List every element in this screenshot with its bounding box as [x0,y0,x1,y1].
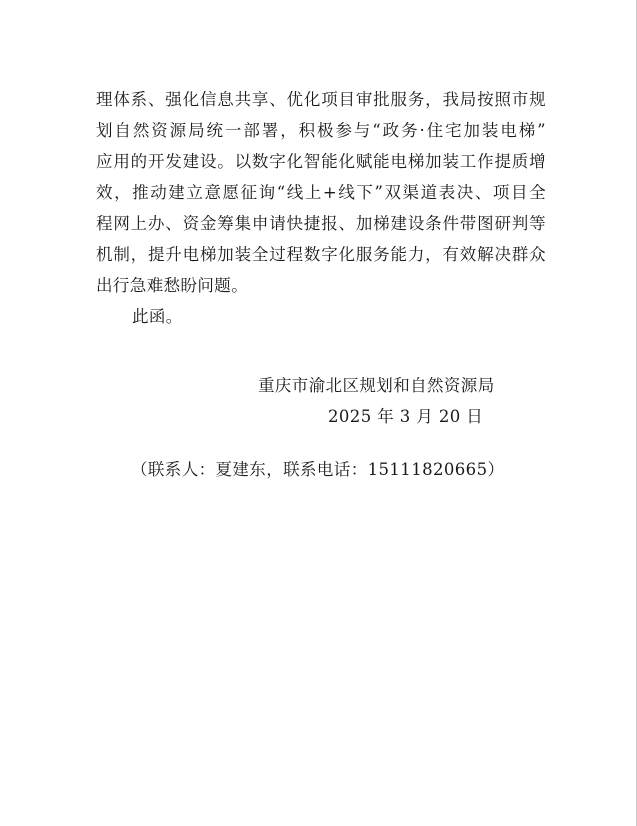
body-line: 程网上办、资金筹集申请快捷报、加梯建设条件带图研判等 [96,214,546,233]
contact-info: （联系人：夏建东，联系电话：15111820665） [131,460,505,479]
closing-line: 此函。 [132,307,183,326]
body-line: 理体系、强化信息共享、优化项目审批服务，我局按照市规 [96,90,546,109]
letter-body [96,84,546,332]
body-line: 应用的开发建设。以数字化智能化赋能电梯加装工作提质增 [96,152,546,171]
signature-organization: 重庆市渝北区规划和自然资源局 [258,376,495,395]
signature-block [258,370,518,432]
body-line: 效，推动建立意愿征询“线上+线下”双渠道表决、项目全 [96,183,546,202]
signature-date: 2025 年 3 月 20 日 [328,407,484,426]
body-line: 出行急难愁盼问题。 [96,276,249,295]
body-line: 划自然资源局统一部署，积极参与“政务·住宅加装电梯” [96,121,546,140]
body-line: 机制，提升电梯加装全过程数字化服务能力，有效解决群众 [96,245,546,264]
